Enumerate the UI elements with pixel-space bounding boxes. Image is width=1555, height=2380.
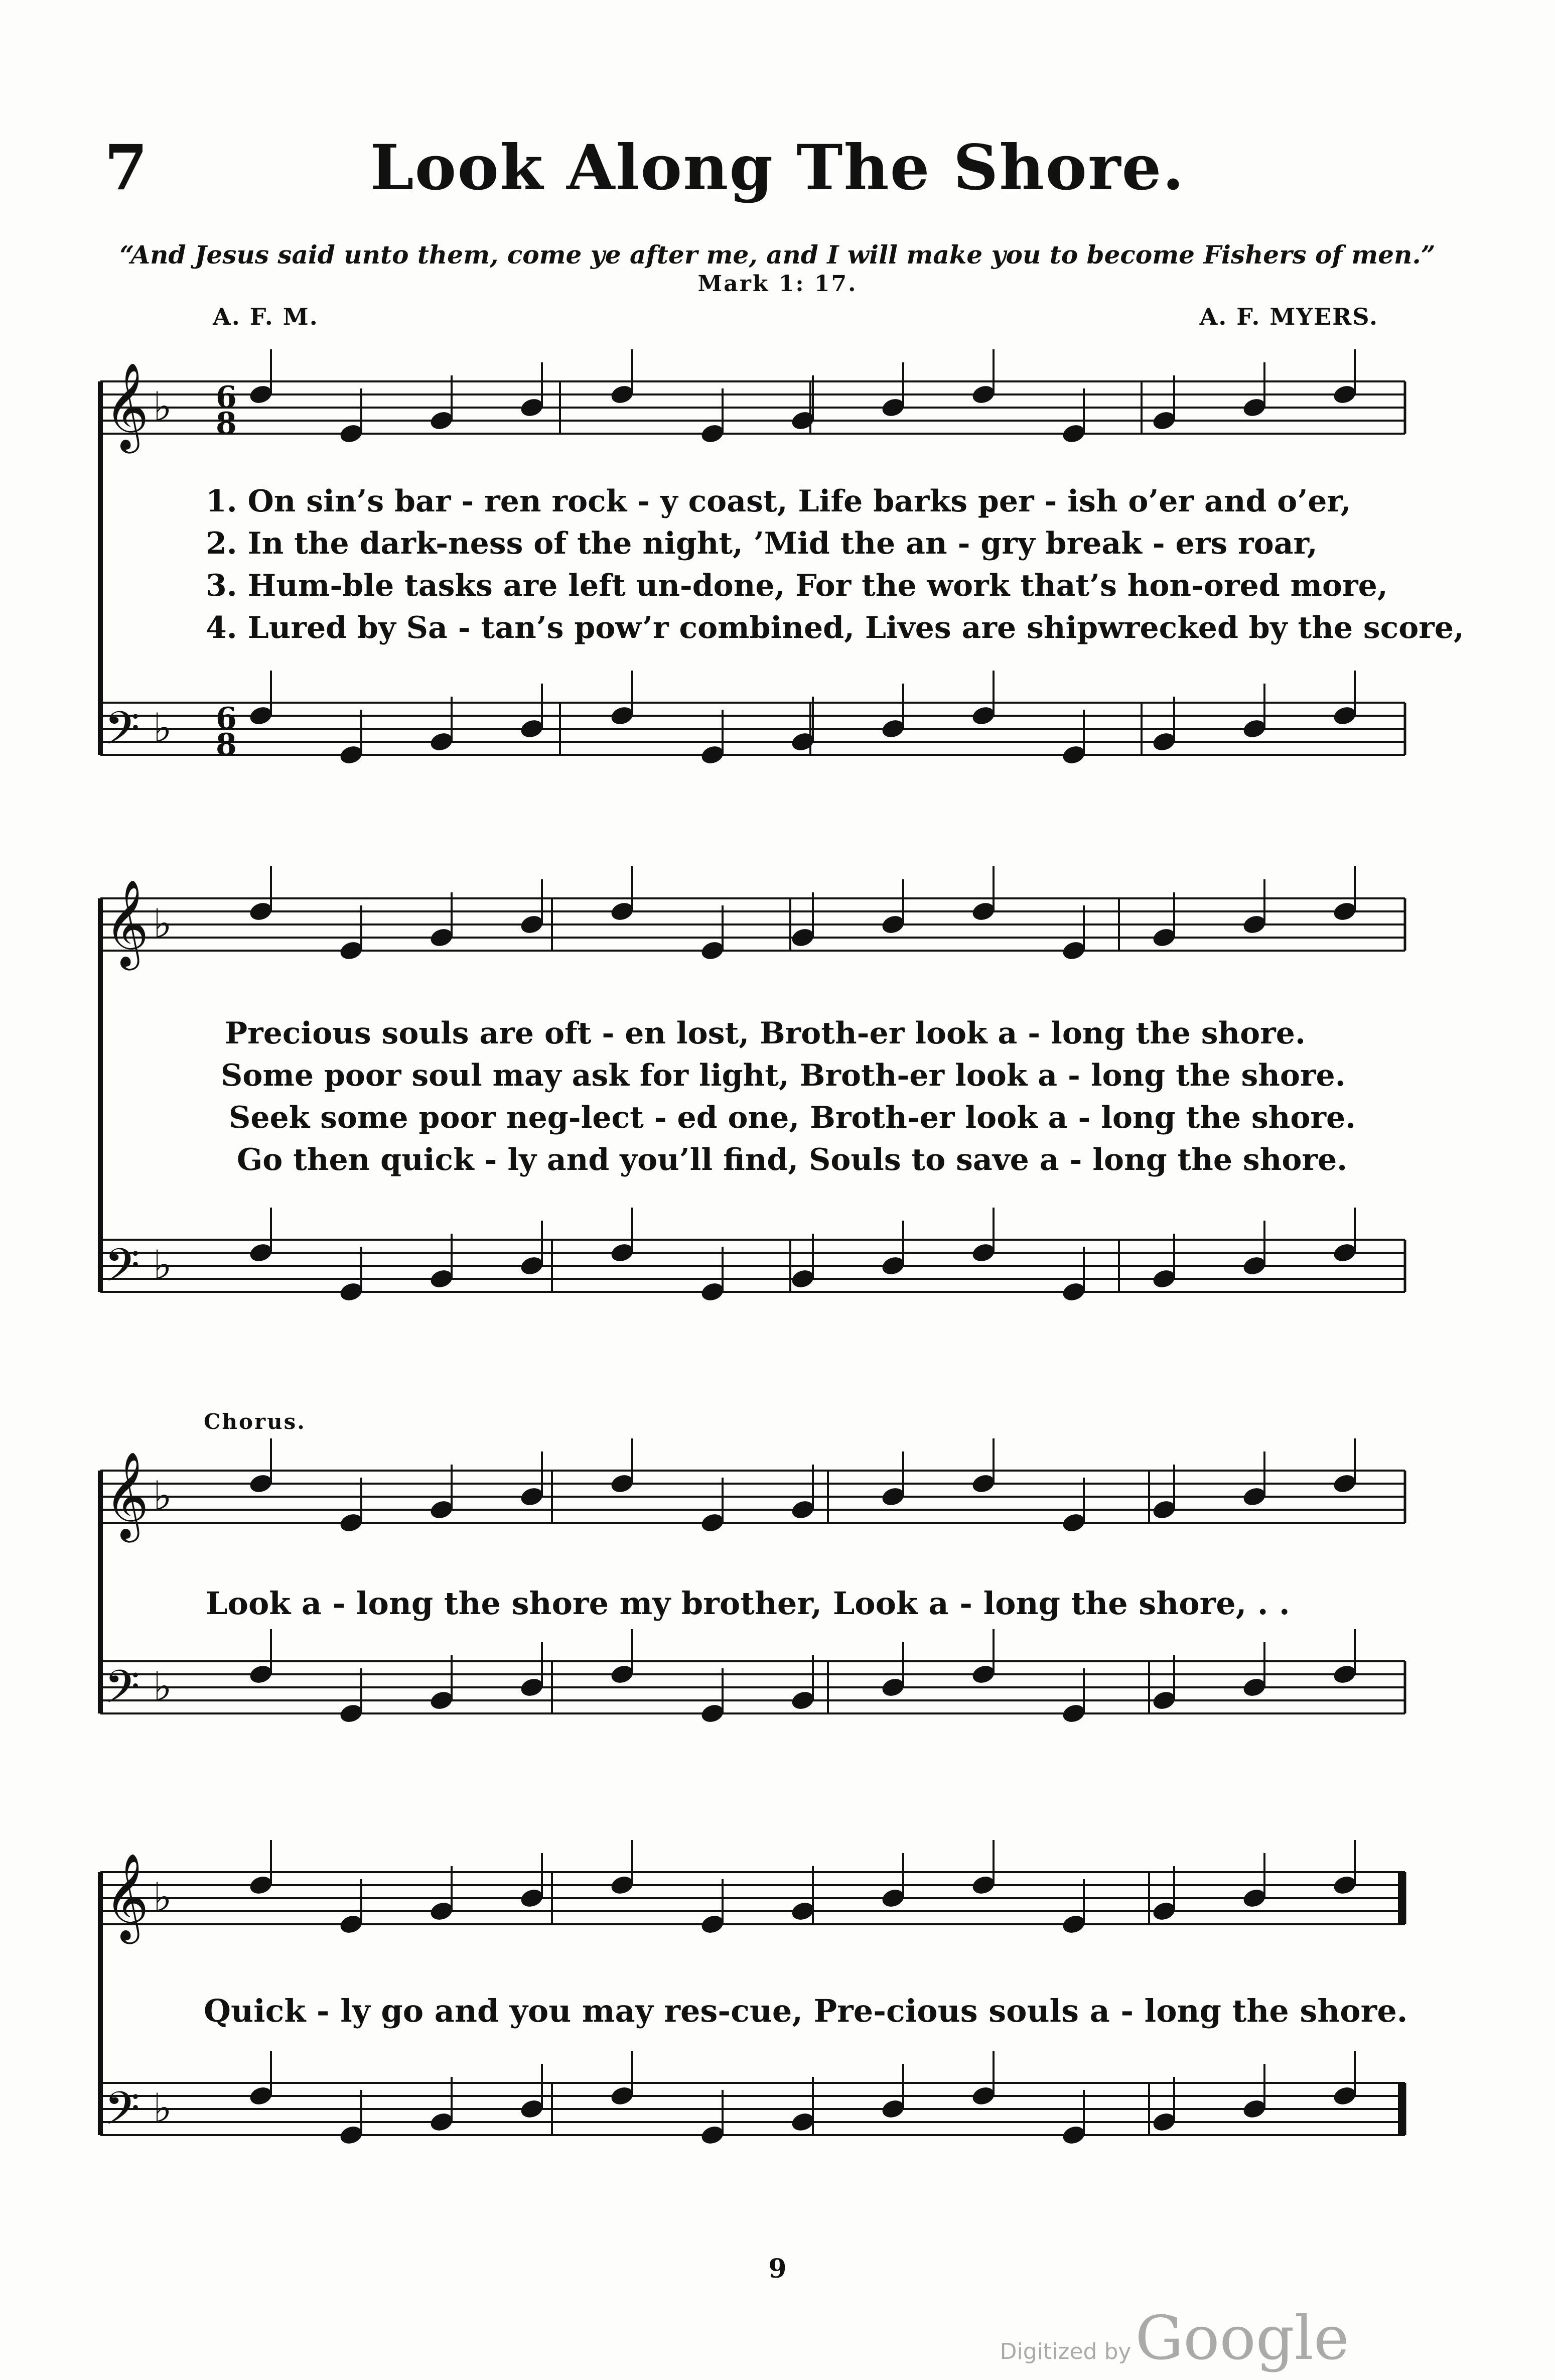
music-credit: A. F. MYERS. (1199, 303, 1378, 330)
watermark-prefix: Digitized by (1000, 2339, 1132, 2364)
flat-icon: ♭ (153, 1473, 172, 1519)
page-number: 9 (768, 2254, 787, 2284)
treble-clef-icon: 𝄞 (104, 879, 149, 967)
verse-1-line-1: 1. On sin’s bar - ren rock - y coast, Life barks per - ish o’er and o’er, (206, 484, 1351, 519)
bass-clef-icon: 𝄢 (104, 2082, 140, 2146)
time-signature-bottom: 8 (216, 727, 237, 762)
treble-clef-icon: 𝄞 (104, 362, 149, 450)
time-signature-bottom: 8 (216, 406, 237, 441)
chorus-line-2: Quick - ly go and you may res-cue, Pre-cious souls a - long the shore. (204, 1993, 1408, 2029)
treble-clef-icon: 𝄞 (104, 1451, 149, 1539)
words-credit: A. F. M. (213, 303, 319, 330)
flat-icon: ♭ (153, 2085, 172, 2132)
verse-2-line-1: 2. In the dark-ness of the night, ’Mid the an - gry break - ers roar, (206, 526, 1318, 561)
digitized-watermark (1000, 2304, 1349, 2373)
verse-3-line-2: Seek some poor neg-lect - ed one, Broth-er look a - long the shore. (229, 1100, 1356, 1135)
flat-icon: ♭ (153, 1874, 172, 1921)
bass-clef-icon: 𝄢 (104, 1660, 140, 1725)
time-signature-top: 6 (216, 701, 237, 736)
flat-icon: ♭ (153, 705, 172, 751)
hymn-title: Look Along The Shore. (370, 131, 1185, 204)
chorus-label: Chorus. (204, 1409, 306, 1434)
final-barline (1398, 2083, 1405, 2135)
flat-icon: ♭ (153, 1242, 172, 1288)
final-barline (1398, 1872, 1405, 1924)
bass-clef-icon: 𝄢 (104, 702, 140, 766)
epigraph-reference: Mark 1: 17. (697, 271, 858, 297)
flat-icon: ♭ (153, 1663, 172, 1710)
watermark-brand: Google (1135, 2304, 1349, 2373)
verse-4-line-2: Go then quick - ly and you’ll find, Souls to save a - long the shore. (237, 1142, 1348, 1177)
treble-clef-icon: 𝄞 (104, 1853, 149, 1940)
epigraph: “And Jesus said unto them, come ye after me, and I will make you to become Fishers of men.” (119, 240, 1436, 270)
time-signature-top: 6 (216, 380, 237, 415)
verse-1-line-2: Precious souls are oft - en lost, Broth-er look a - long the shore. (225, 1016, 1306, 1051)
verse-4-line-1: 4. Lured by Sa - tan’s pow’r combined, Lives are shipwrecked by the score, (206, 610, 1464, 645)
flat-icon: ♭ (153, 900, 172, 947)
verse-2-line-2: Some poor soul may ask for light, Broth-er look a - long the shore. (221, 1058, 1346, 1093)
chorus-line-1: Look a - long the shore my brother, Look a - long the shore, . . (206, 1585, 1290, 1622)
flat-icon: ♭ (153, 383, 172, 430)
hymn-number: 7 (104, 131, 148, 204)
bass-clef-icon: 𝄢 (104, 1239, 140, 1303)
verse-3-line-1: 3. Hum-ble tasks are left un-done, For the work that’s hon-ored more, (206, 568, 1388, 603)
